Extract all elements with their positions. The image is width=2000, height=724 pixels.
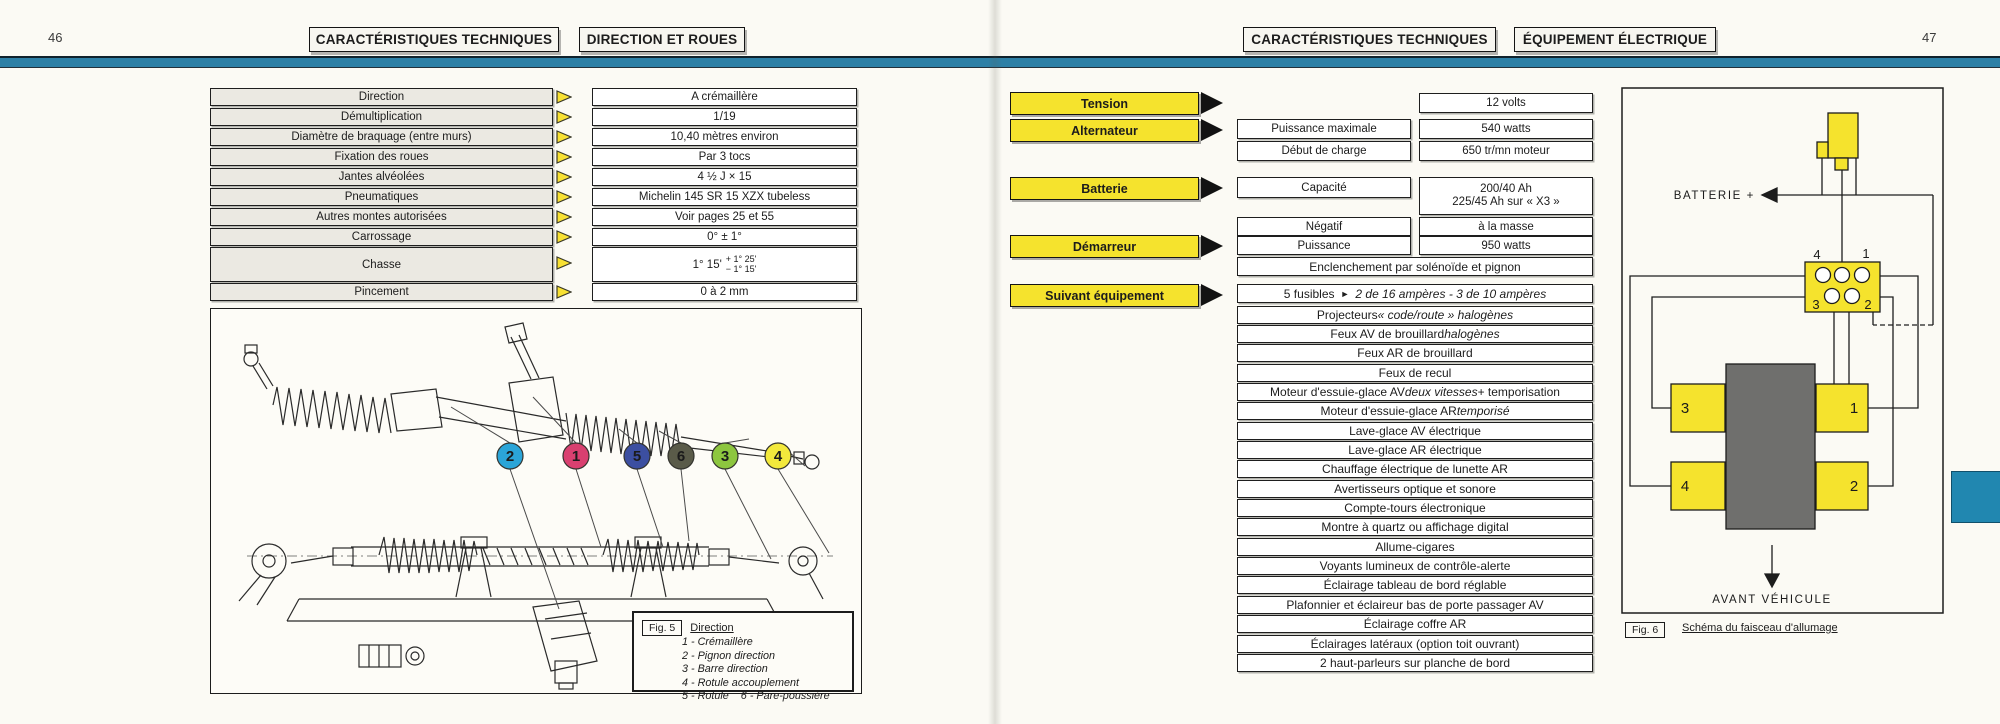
eq-it: deux vitesses <box>1404 385 1478 399</box>
group-label-demarreur: Démarreur <box>1010 235 1199 258</box>
page-number-left: 46 <box>48 30 63 45</box>
plug-module <box>1816 384 1868 432</box>
triangle-black-icon <box>1201 235 1223 257</box>
triangle-black-icon <box>1201 284 1223 306</box>
battery-label: BATTERIE + <box>1673 190 1755 202</box>
callout-num: 6 <box>676 448 686 465</box>
engine-block <box>1726 364 1815 529</box>
pin-label: 1 <box>1862 246 1870 261</box>
group-label-batterie: Batterie <box>1010 177 1199 200</box>
fuses-plain: 5 fusibles <box>1283 286 1335 301</box>
page-gutter <box>988 0 1002 724</box>
triangle-black-icon <box>1201 177 1223 199</box>
spec-label: Diamètre de braquage (entre murs) <box>210 128 553 146</box>
spec-value: 0 à 2 mm <box>592 283 857 301</box>
coil-terminal <box>1835 158 1848 170</box>
spec-name: Puissance maximale <box>1237 119 1411 139</box>
eq-post: + temporisation <box>1477 385 1560 399</box>
legend-item: 5 - Rotule 6 - Pare-poussière <box>682 690 830 702</box>
plug-module <box>1671 384 1725 432</box>
spec-name: Début de charge <box>1237 141 1411 161</box>
eq-pre: Lave-glace AR électrique <box>1348 443 1482 457</box>
spec-value: 12 volts <box>1419 93 1593 113</box>
eq-pre: 2 haut-parleurs sur planche de bord <box>1319 656 1511 670</box>
eq-pre: Éclairages latéraux (option toit ouvrant) <box>1310 637 1520 651</box>
eq-pre: Voyants lumineux de contrôle-alerte <box>1319 559 1511 573</box>
equipment-row <box>1237 460 1593 478</box>
eq-pre: Éclairage tableau de bord réglable <box>1323 578 1507 592</box>
eq-pre: Lave-glace AV électrique <box>1349 424 1481 438</box>
fuses-italic: 2 de 16 ampères - 3 de 10 ampères <box>1355 286 1547 301</box>
figure-legend <box>632 611 854 702</box>
equipment-row <box>1237 364 1593 382</box>
eq-pre: Chauffage électrique de lunette AR <box>1322 462 1508 476</box>
figure-title: Direction <box>690 622 734 634</box>
plug-module <box>1816 462 1868 510</box>
triangle-right-icon <box>556 285 572 299</box>
coil-tab <box>1817 142 1828 158</box>
capacity-line2: 225/45 Ah sur « X3 » <box>1452 196 1560 208</box>
eq-it: « code/route » halogènes <box>1377 308 1514 322</box>
spec-name: Puissance <box>1237 236 1411 255</box>
equipment-row <box>1237 325 1593 343</box>
callout-num: 5 <box>632 448 642 465</box>
equipment-row <box>1237 402 1593 420</box>
spec-name: Capacité <box>1237 177 1411 198</box>
eq-pre: Moteur d'essuie-glace AR <box>1320 404 1457 418</box>
module-label: 4 <box>1680 478 1690 495</box>
callout-num: 1 <box>571 448 581 465</box>
eq-pre: Plafonnier et éclaireur bas de porte passager AV <box>1286 598 1544 612</box>
equipment-row <box>1237 383 1593 401</box>
eq-it: halogènes <box>1444 327 1500 341</box>
eq-pre: Feux de recul <box>1378 366 1452 380</box>
equipment-row <box>1237 538 1593 556</box>
triangle-right-icon <box>556 210 572 224</box>
spec-label: Démultiplication <box>210 108 553 126</box>
triangle-right-icon <box>556 256 572 270</box>
chasse-tol-minus: − 1° 15' <box>725 263 757 274</box>
triangle-right-small-icon: ► <box>1340 288 1350 299</box>
front-label: AVANT VÉHICULE <box>1712 594 1832 606</box>
section-subtitle-left: DIRECTION ET ROUES <box>579 27 745 52</box>
equipment-row <box>1237 615 1593 633</box>
module-label: 3 <box>1680 400 1690 417</box>
spec-value: Voir pages 25 et 55 <box>592 208 857 226</box>
pin-label: 2 <box>1864 297 1872 312</box>
figure6-tag: Fig. 6 <box>1625 622 1665 638</box>
section-title-right: CARACTÉRISTIQUES TECHNIQUES <box>1243 27 1496 52</box>
section-subtitle-right: ÉQUIPEMENT ÉLECTRIQUE <box>1514 27 1716 52</box>
triangle-right-icon <box>556 190 572 204</box>
module-label: 1 <box>1849 400 1859 417</box>
triangle-black-icon <box>1201 92 1223 114</box>
equipment-row <box>1237 422 1593 440</box>
eq-pre: Feux AR de brouillard <box>1357 346 1473 360</box>
callout-num: 3 <box>720 448 730 465</box>
spec-value: à la masse <box>1419 217 1593 236</box>
triangle-right-icon <box>556 230 572 244</box>
equipment-row <box>1237 654 1593 672</box>
spec-value: 650 tr/mn moteur <box>1419 141 1593 161</box>
legend-item: 2 - Pignon direction <box>682 649 776 662</box>
figure-tag: Fig. 5 <box>642 620 682 636</box>
spec-name: Négatif <box>1237 217 1411 236</box>
spec-value: A crémaillère <box>592 88 857 106</box>
spec-wide-row: Enclenchement par solénoïde et pignon <box>1237 257 1593 276</box>
callout-num: 2 <box>505 448 515 465</box>
group-label-equipement: Suivant équipement <box>1010 284 1199 307</box>
plug-module <box>1671 462 1725 510</box>
equipment-row <box>1237 306 1593 324</box>
ignition-harness-diagram <box>1615 80 1960 620</box>
arrow-down-icon <box>1765 574 1779 587</box>
callout-num: 4 <box>773 448 783 465</box>
equipment-row <box>1237 344 1593 362</box>
spec-label: Direction <box>210 88 553 106</box>
eq-pre: Allume-cigares <box>1375 540 1455 554</box>
spec-label: Pneumatiques <box>210 188 553 206</box>
spec-label: Chasse <box>210 247 553 282</box>
spec-label: Autres montes autorisées <box>210 208 553 226</box>
chasse-base: 1° 15' <box>692 258 722 271</box>
spec-value <box>592 247 857 282</box>
equipment-row <box>1237 596 1593 614</box>
legend-item: 3 - Barre direction <box>682 663 768 675</box>
module-label: 2 <box>1849 478 1859 495</box>
spec-value: Michelin 145 SR 15 XZX tubeless <box>592 188 857 206</box>
equipment-row <box>1237 518 1593 536</box>
spec-label: Carrossage <box>210 228 553 246</box>
eq-pre: Projecteurs <box>1316 308 1378 322</box>
equipment-row <box>1237 635 1593 653</box>
eq-it: temporisé <box>1456 404 1510 418</box>
section-index-tab <box>1951 471 2000 523</box>
equipment-row <box>1237 480 1593 498</box>
figure6-caption: Schéma du faisceau d'allumage <box>1682 622 1838 634</box>
spec-value: 4 ½ J × 15 <box>592 168 857 186</box>
eq-pre: Montre à quartz ou affichage digital <box>1321 520 1509 534</box>
spec-value: Par 3 tocs <box>592 148 857 166</box>
page-number-right: 47 <box>1922 30 1937 45</box>
triangle-right-icon <box>556 170 572 184</box>
spec-value: 540 watts <box>1419 119 1593 139</box>
eq-pre: Éclairage coffre AR <box>1363 617 1467 631</box>
equipment-row <box>1237 499 1593 517</box>
legend-item: 4 - Rotule accouplement <box>682 676 800 689</box>
triangle-right-icon <box>556 130 572 144</box>
triangle-right-icon <box>556 90 572 104</box>
legend-item: 1 - Crémaillère <box>682 636 753 648</box>
equipment-row <box>1237 576 1593 594</box>
spec-label: Fixation des roues <box>210 148 553 166</box>
chasse-tol-plus: + 1° 25' <box>725 254 757 264</box>
equipment-row <box>1237 441 1593 459</box>
spec-label: Pincement <box>210 283 553 301</box>
spec-value: 10,40 mètres environ <box>592 128 857 146</box>
triangle-right-icon <box>556 110 572 124</box>
fuses-row <box>1237 284 1593 303</box>
pin-label: 3 <box>1812 297 1820 312</box>
group-label-tension: Tension <box>1010 92 1199 115</box>
pin-label: 4 <box>1813 247 1821 262</box>
group-label-alternateur: Alternateur <box>1010 119 1199 142</box>
triangle-black-icon <box>1201 119 1223 141</box>
eq-pre: Moteur d'essuie-glace AV <box>1270 385 1405 399</box>
section-title-left: CARACTÉRISTIQUES TECHNIQUES <box>309 27 559 52</box>
spec-value: 0° ± 1° <box>592 228 857 246</box>
coil-body <box>1828 113 1858 158</box>
spec-value: 1/19 <box>592 108 857 126</box>
spec-value <box>1419 177 1593 215</box>
equipment-row <box>1237 557 1593 575</box>
eq-pre: Compte-tours électronique <box>1344 501 1486 515</box>
triangle-right-icon <box>556 150 572 164</box>
capacity-line1: 200/40 Ah <box>1480 183 1532 195</box>
eq-pre: Feux AV de brouillard <box>1330 327 1445 341</box>
arrow-left-icon <box>1762 188 1777 202</box>
spec-value: 950 watts <box>1419 236 1593 255</box>
spec-label: Jantes alvéolées <box>210 168 553 186</box>
eq-pre: Avertisseurs optique et sonore <box>1334 482 1496 496</box>
